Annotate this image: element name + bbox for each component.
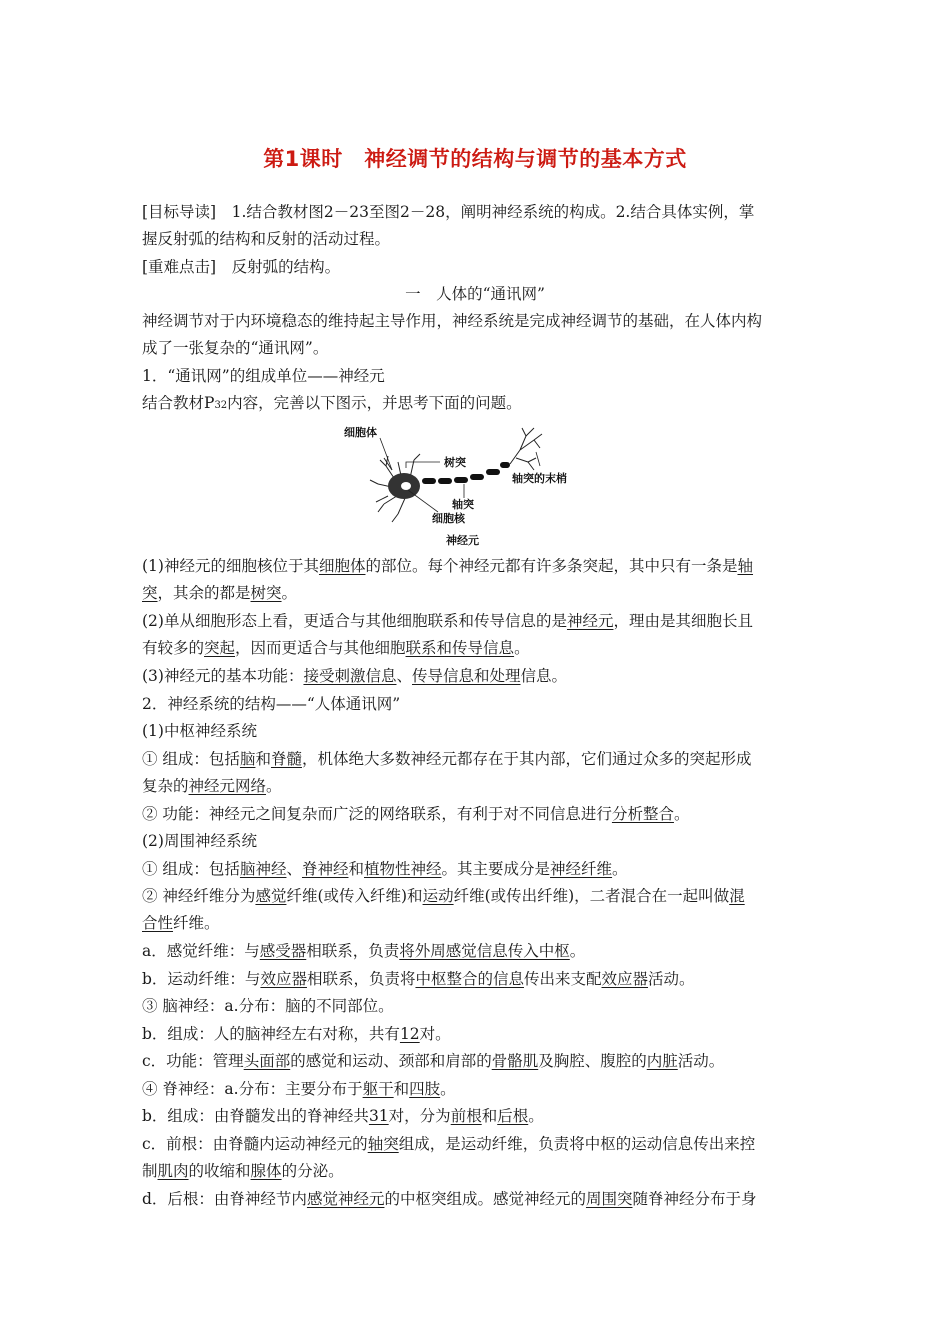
cns-line-2: 复杂的神经元网络。 <box>142 777 282 795</box>
answer-blank: 周围突 <box>585 1190 633 1208</box>
answer-blank: 接受刺激信息 <box>303 667 397 685</box>
answer-blank: 头面部 <box>243 1052 291 1070</box>
answer-blank: 神经元网络 <box>188 777 267 795</box>
pns-line-4: a．感觉纤维：与感受器相联系，负责将外周感觉信息传入中枢。 <box>142 942 586 960</box>
answer-blank: 腺体 <box>250 1162 282 1180</box>
answer-blank: 联系和传导信息 <box>405 639 515 657</box>
cns-line-3: ② 功能：神经元之间复杂而广泛的网络联系，有利于对不同信息进行分析整合。 <box>142 805 690 823</box>
label-axon: 轴突 <box>452 498 474 511</box>
answer-blank: 脊神经 <box>301 860 349 878</box>
answer-blank: 感觉神经元 <box>306 1190 385 1208</box>
answer-blank: 植物性神经 <box>364 860 442 878</box>
neuron-diagram <box>340 418 600 548</box>
answer-blank: 内脏 <box>646 1052 678 1070</box>
answer-blank: 效应器 <box>260 970 307 988</box>
pns-line-2: ② 神经纤维分为感觉纤维(或传入纤维)和运动纤维(或传出纤维)，二者混合在一起叫做混 <box>142 887 745 905</box>
answer-blank: 运动 <box>422 887 454 905</box>
answer-blank: 轴 <box>737 557 754 575</box>
key-label: [重难点击] <box>142 258 217 276</box>
label-nucleus: 细胞核 <box>432 512 465 525</box>
goal-label: [目标导读] <box>142 203 217 221</box>
answer-blank: 将外周感觉信息传入中枢 <box>399 942 570 960</box>
paragraph-line: 神经调节对于内环境稳态的维持起主导作用，神经系统是完成神经调节的基础，在人体内构 <box>142 312 763 330</box>
section-heading: 一 人体的“通讯网” <box>405 285 545 303</box>
label-cell-body: 细胞体 <box>344 426 377 439</box>
answer-blank: 混 <box>729 887 745 905</box>
item-heading: 2．神经系统的结构——“人体通讯网” <box>142 695 401 713</box>
pns-line-10: b．组成：由脊髓发出的脊神经共31对，分为前根和后根。 <box>142 1107 544 1125</box>
paragraph-line: 成了一张复杂的“通讯网”。 <box>142 339 329 357</box>
answer-blank: 神经元 <box>566 612 614 630</box>
paragraph-line: 结合教材P32内容，完善以下图示，并思考下面的问题。 <box>142 394 522 412</box>
pns-line-6: ③ 脑神经：a.分布：脑的不同部位。 <box>142 997 394 1015</box>
answer-blank: 31 <box>368 1107 389 1125</box>
q1-line-1: (1)神经元的细胞核位于其细胞体的部位。每个神经元都有许多条突起，其中只有一条是轴 <box>142 557 754 575</box>
answer-blank: 分析整合 <box>611 805 674 823</box>
cns-line-1: ① 组成：包括脑和脊髓，机体绝大多数神经元都存在于其内部，它们通过众多的突起形成 <box>142 750 752 768</box>
subsection-heading: (2)周围神经系统 <box>142 832 257 850</box>
page-title: 第1课时 神经调节的结构与调节的基本方式 <box>263 147 687 171</box>
pns-line-1: ① 组成：包括脑神经、脊神经和植物性神经。其主要成分是神经纤维。 <box>142 860 628 878</box>
answer-blank: 前根 <box>450 1107 482 1125</box>
answer-blank: 后根 <box>497 1107 529 1125</box>
q1-line-2: 突，其余的都是树突。 <box>142 584 298 602</box>
item-heading: 1．“通讯网”的组成单位——神经元 <box>142 367 385 385</box>
answer-blank: 骨骼肌 <box>491 1052 539 1070</box>
pns-line-11: c．前根：由脊髓内运动神经元的轴突组成，是运动纤维，负责将中枢的运动信息传出来控 <box>142 1135 756 1153</box>
answer-blank: 细胞体 <box>318 557 366 575</box>
pns-line-9: ④ 脊神经：a.分布：主要分布于躯干和四肢。 <box>142 1080 456 1098</box>
pns-line-13: d．后根：由脊神经节内感觉神经元的中枢突组成。感觉神经元的周围突随脊神经分布于身 <box>142 1190 757 1208</box>
answer-blank: 感觉 <box>255 887 287 905</box>
answer-blank: 中枢整合的信息 <box>415 970 524 988</box>
label-axon-terminal: 轴突的末梢 <box>512 472 567 485</box>
q3-line: (3)神经元的基本功能：接受刺激信息、传导信息和处理信息。 <box>142 667 568 685</box>
answer-blank: 树突 <box>250 584 282 602</box>
goal-line-1: [目标导读] 1.结合教材图2－23至图2－28，阐明神经系统的构成。2.结合具体实例，掌 <box>142 203 755 221</box>
neuron-figure <box>340 418 600 548</box>
key-line: [重难点击] 反射弧的结构。 <box>142 258 341 276</box>
answer-blank: 脑 <box>239 750 256 768</box>
answer-blank: 脊髓 <box>270 750 302 768</box>
pns-line-8: c．功能：管理头面部的感觉和运动、颈部和肩部的骨骼肌及胸腔、腹腔的内脏活动。 <box>142 1052 725 1070</box>
answer-blank: 突起 <box>204 639 236 657</box>
figure-caption: 神经元 <box>446 534 479 547</box>
answer-blank: 脑神经 <box>239 860 287 878</box>
answer-blank: 效应器 <box>601 970 649 988</box>
pns-line-3: 合性纤维。 <box>142 914 220 932</box>
answer-blank: 合性 <box>142 914 174 932</box>
answer-blank: 肌肉 <box>157 1162 189 1180</box>
answer-blank: 感受器 <box>259 942 307 960</box>
pns-line-5: b．运动纤维：与效应器相联系，负责将中枢整合的信息传出来支配效应器活动。 <box>142 970 695 988</box>
answer-blank: 12 <box>399 1025 420 1043</box>
answer-blank: 突 <box>142 584 158 602</box>
answer-blank: 躯干 <box>362 1080 394 1098</box>
label-dendrite: 树突 <box>444 456 466 469</box>
answer-blank: 四肢 <box>409 1080 441 1098</box>
answer-blank: 神经纤维 <box>550 860 613 878</box>
answer-blank: 传导信息和处理 <box>412 667 521 685</box>
answer-blank: 轴突 <box>367 1135 399 1153</box>
goal-line-2: 握反射弧的结构和反射的活动过程。 <box>142 230 391 248</box>
q2-line-2: 有较多的突起，因而更适合与其他细胞联系和传导信息。 <box>142 639 530 657</box>
axon-shape <box>422 462 510 484</box>
q2-line-1: (2)单从细胞形态上看，更适合与其他细胞联系和传导信息的是神经元，理由是其细胞长且 <box>142 612 753 630</box>
pns-line-12: 制肌肉的收缩和腺体的分泌。 <box>142 1162 344 1180</box>
axon-terminal-shape <box>510 428 542 470</box>
subsection-heading: (1)中枢神经系统 <box>142 722 257 740</box>
nucleus-shape <box>401 482 411 490</box>
pns-line-7: b．组成：人的脑神经左右对称，共有12对。 <box>142 1025 451 1043</box>
